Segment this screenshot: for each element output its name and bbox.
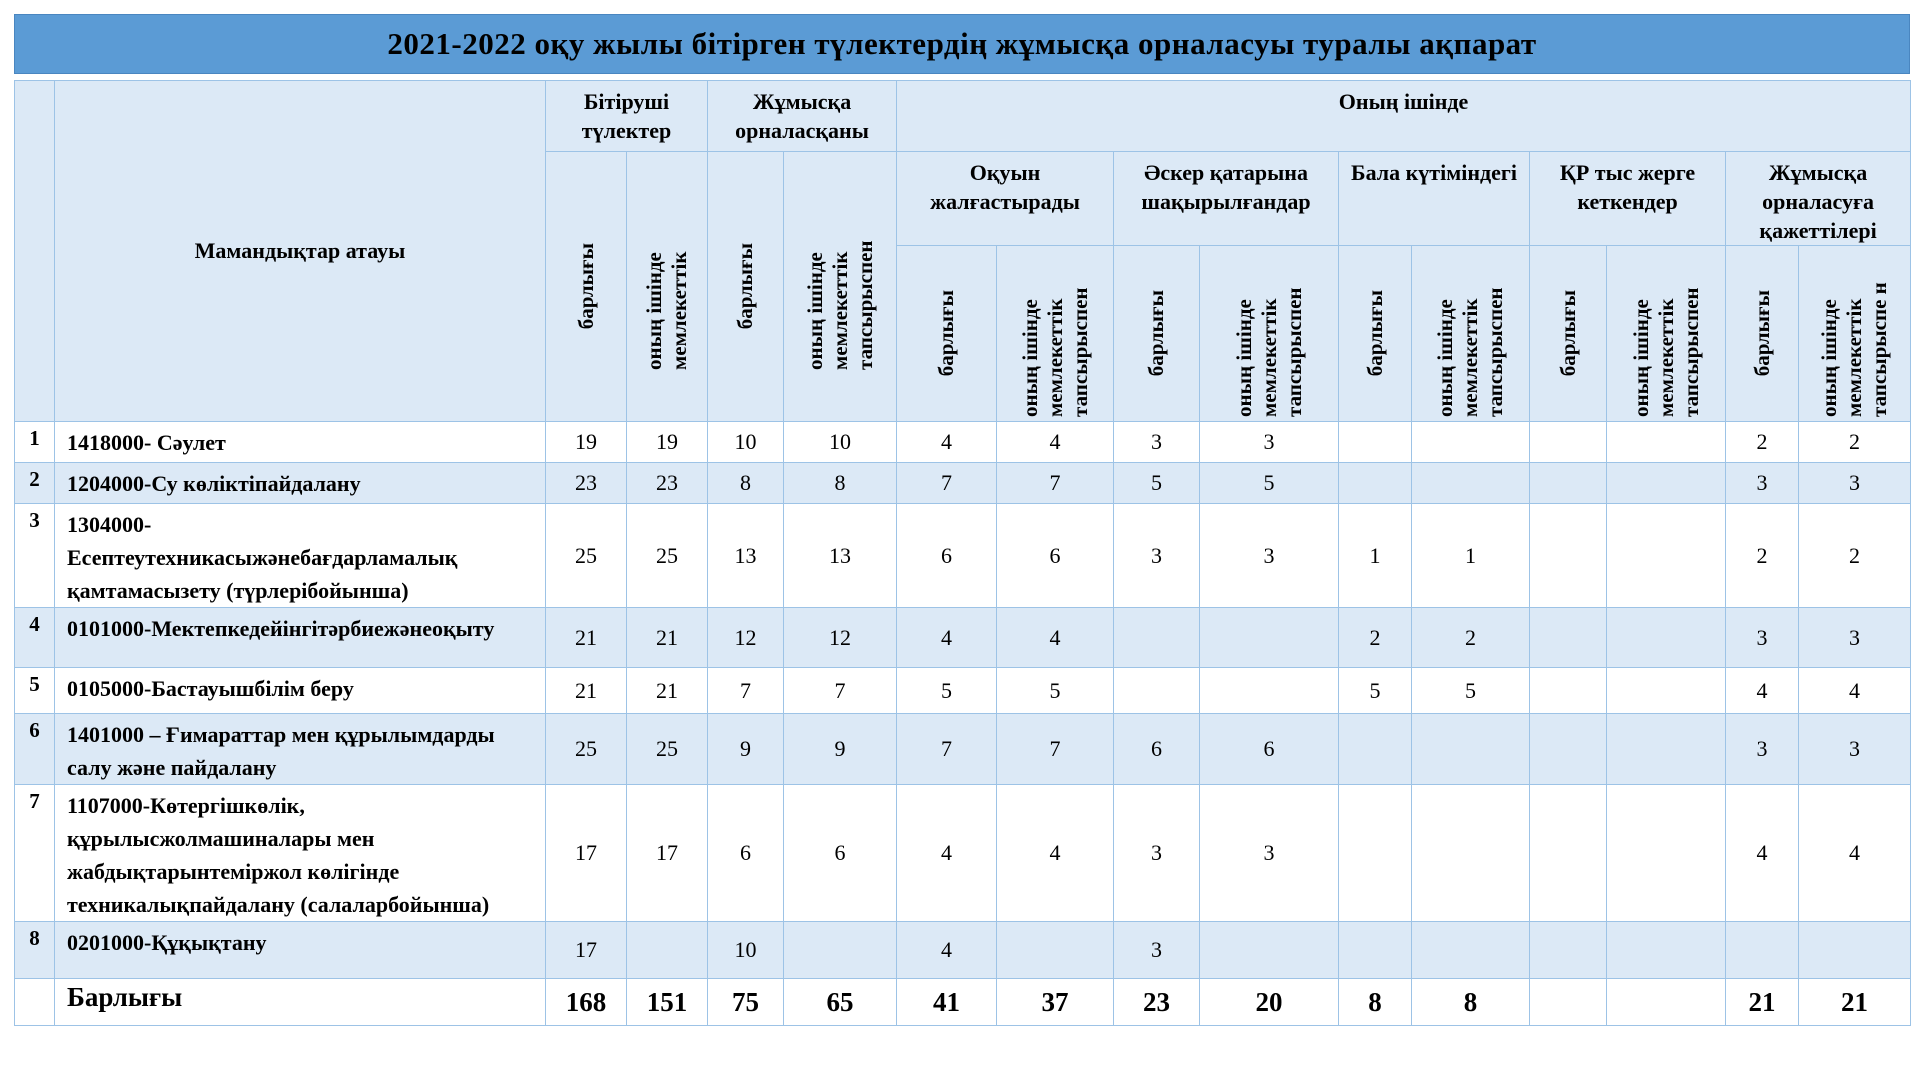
- table-cell: 6: [1114, 714, 1200, 785]
- table-cell: 17: [627, 785, 708, 922]
- table-cell: 3: [1200, 422, 1339, 463]
- table-cell: 9: [708, 714, 784, 785]
- table-cell: 7: [897, 463, 997, 504]
- table-row: [15, 422, 1911, 463]
- table-cell: [1530, 463, 1607, 504]
- table-cell: 5: [997, 668, 1114, 714]
- total-row: [15, 979, 1911, 1026]
- table-cell: [1607, 785, 1726, 922]
- table-cell: 3: [1200, 785, 1339, 922]
- table-cell: [1726, 922, 1799, 979]
- table-cell: 3: [1726, 714, 1799, 785]
- employment-table: [14, 80, 1911, 1026]
- total-cell: 21: [1799, 979, 1911, 1026]
- table-cell: 6: [897, 504, 997, 608]
- table-cell: 3: [1799, 463, 1911, 504]
- table-cell: [1530, 504, 1607, 608]
- table-cell: 3: [1200, 504, 1339, 608]
- army-state-header: оның ішінде мемлекеттік тапсырыспен: [1200, 246, 1339, 422]
- total-cell: 65: [784, 979, 897, 1026]
- table-cell: 25: [546, 504, 627, 608]
- specialty-name: 1204000-Су көліктіпайдалану: [55, 463, 546, 504]
- table-cell: [1530, 608, 1607, 668]
- total-cell: 75: [708, 979, 784, 1026]
- table-cell: 6: [784, 785, 897, 922]
- need-state-header: оның ішінде мемлекеттік тапсырыспе н: [1799, 246, 1911, 422]
- total-label: Барлығы: [55, 979, 546, 1026]
- row-number: 6: [15, 714, 55, 785]
- specialty-name: 0201000-Құқықтану: [55, 922, 546, 979]
- table-cell: [1607, 668, 1726, 714]
- total-cell: 20: [1200, 979, 1339, 1026]
- table-cell: [1412, 463, 1530, 504]
- total-cell: 37: [997, 979, 1114, 1026]
- total-cell: 8: [1339, 979, 1412, 1026]
- table-cell: 23: [627, 463, 708, 504]
- specialty-name: 1304000-Есептеутехникасыжәнебағдарламалық қамтамасызету (түрлерібойынша): [55, 504, 546, 608]
- childcare-total-header: барлығы: [1339, 246, 1412, 422]
- abroad-header: ҚР тыс жерге кеткендер: [1530, 152, 1726, 246]
- table-cell: 21: [627, 668, 708, 714]
- employed-total-header: барлығы: [708, 152, 784, 422]
- table-cell: 4: [897, 422, 997, 463]
- table-cell: [1607, 422, 1726, 463]
- row-number: 3: [15, 504, 55, 608]
- page-title: 2021-2022 оқу жылы бітірген түлектердің жұмысқа орналасуы туралы ақпарат: [14, 14, 1910, 74]
- table-cell: [1530, 922, 1607, 979]
- table-cell: 12: [708, 608, 784, 668]
- table-cell: [627, 922, 708, 979]
- table-cell: [1530, 668, 1607, 714]
- table-cell: 8: [784, 463, 897, 504]
- table-cell: [1607, 463, 1726, 504]
- table-cell: [1412, 785, 1530, 922]
- table-cell: [1412, 714, 1530, 785]
- abroad-total-header: барлығы: [1530, 246, 1607, 422]
- total-cell: 151: [627, 979, 708, 1026]
- table-row: [15, 608, 1911, 668]
- table-cell: 3: [1726, 608, 1799, 668]
- table-row: [15, 463, 1911, 504]
- table-cell: [1530, 422, 1607, 463]
- graduates-total-header: барлығы: [546, 152, 627, 422]
- table-cell: [1530, 785, 1607, 922]
- table-cell: 13: [784, 504, 897, 608]
- table-cell: 2: [1726, 504, 1799, 608]
- table-cell: 4: [1726, 785, 1799, 922]
- table-cell: 17: [546, 922, 627, 979]
- table-cell: 5: [1200, 463, 1339, 504]
- table-cell: 9: [784, 714, 897, 785]
- table-cell: 7: [997, 463, 1114, 504]
- table-cell: 1: [1339, 504, 1412, 608]
- table-cell: 7: [897, 714, 997, 785]
- graduates-header: Бітіруші түлектер: [546, 81, 708, 152]
- table-cell: 21: [627, 608, 708, 668]
- table-cell: [1339, 463, 1412, 504]
- row-number: 2: [15, 463, 55, 504]
- specialty-name: 1401000 – Ғимараттар мен құрылымдарды салу және пайдалану: [55, 714, 546, 785]
- total-row-number: [15, 979, 55, 1026]
- table-row: [15, 922, 1911, 979]
- table-row: [15, 504, 1911, 608]
- table-cell: [1200, 668, 1339, 714]
- table-cell: 10: [708, 922, 784, 979]
- table-cell: [1607, 504, 1726, 608]
- need-job-header: Жұмысқа орналасуға қажеттілері: [1726, 152, 1911, 246]
- table-row: [15, 785, 1911, 922]
- specialty-name: 1107000-Көтергішкөлік, құрылысжолмашиналары мен жабдықтарынтеміржол көлігінде техникалықпайдалану (салаларбойынша): [55, 785, 546, 922]
- table-cell: 4: [997, 785, 1114, 922]
- table-cell: 2: [1799, 504, 1911, 608]
- table-cell: 4: [997, 422, 1114, 463]
- table-cell: 7: [784, 668, 897, 714]
- table-cell: 3: [1114, 922, 1200, 979]
- table-cell: 3: [1799, 608, 1911, 668]
- army-header: Әскер қатарына шақырылғандар: [1114, 152, 1339, 246]
- table-cell: [1412, 922, 1530, 979]
- page: [14, 14, 1910, 1026]
- table-cell: 21: [546, 608, 627, 668]
- specialty-name: 0105000-Бастауышбілім беру: [55, 668, 546, 714]
- childcare-state-header: оның ішінде мемлекеттік тапсырыспен: [1412, 246, 1530, 422]
- table-cell: [1339, 922, 1412, 979]
- abroad-state-header: оның ішінде мемлекеттік тапсырыспен: [1607, 246, 1726, 422]
- table-cell: [1412, 422, 1530, 463]
- total-cell: 41: [897, 979, 997, 1026]
- table-cell: 7: [708, 668, 784, 714]
- total-cell: 23: [1114, 979, 1200, 1026]
- table-cell: [1339, 785, 1412, 922]
- study-total-header: барлығы: [897, 246, 997, 422]
- table-cell: [1114, 668, 1200, 714]
- specialty-name: 0101000-Мектепкедейінгітәрбиежәнеоқыту: [55, 608, 546, 668]
- table-cell: 1: [1412, 504, 1530, 608]
- table-cell: [1607, 922, 1726, 979]
- table-cell: 5: [1339, 668, 1412, 714]
- table-cell: 4: [1799, 785, 1911, 922]
- table-cell: 6: [1200, 714, 1339, 785]
- graduates-state-header: оның ішінде мемлекеттік: [627, 152, 708, 422]
- table-cell: 4: [997, 608, 1114, 668]
- total-cell: 8: [1412, 979, 1530, 1026]
- study-state-header: оның ішінде мемлекеттік тапсырыспен: [997, 246, 1114, 422]
- table-cell: 2: [1726, 422, 1799, 463]
- row-number: 4: [15, 608, 55, 668]
- row-number: 5: [15, 668, 55, 714]
- table-cell: 3: [1726, 463, 1799, 504]
- table-cell: 2: [1412, 608, 1530, 668]
- table-cell: 3: [1114, 785, 1200, 922]
- table-cell: 3: [1114, 504, 1200, 608]
- table-cell: 10: [708, 422, 784, 463]
- childcare-header: Бала күтіміндегі: [1339, 152, 1530, 246]
- row-number: 8: [15, 922, 55, 979]
- table-cell: 6: [708, 785, 784, 922]
- row-number: 1: [15, 422, 55, 463]
- need-total-header: барлығы: [1726, 246, 1799, 422]
- table-cell: 7: [997, 714, 1114, 785]
- table-cell: 4: [1799, 668, 1911, 714]
- table-cell: 13: [708, 504, 784, 608]
- table-cell: [1200, 922, 1339, 979]
- table-cell: 8: [708, 463, 784, 504]
- table-cell: 25: [627, 504, 708, 608]
- continue-study-header: Оқуын жалғастырады: [897, 152, 1114, 246]
- row-number: 7: [15, 785, 55, 922]
- table-cell: 2: [1339, 608, 1412, 668]
- table-cell: 4: [1726, 668, 1799, 714]
- army-total-header: барлығы: [1114, 246, 1200, 422]
- table-cell: 23: [546, 463, 627, 504]
- employed-header: Жұмысқа орналасқаны: [708, 81, 897, 152]
- table-cell: 3: [1799, 714, 1911, 785]
- table-cell: [1339, 422, 1412, 463]
- table-cell: [1114, 608, 1200, 668]
- total-cell: [1530, 979, 1607, 1026]
- table-cell: 21: [546, 668, 627, 714]
- table-cell: [1530, 714, 1607, 785]
- table-cell: 4: [897, 608, 997, 668]
- row-number-header: [15, 81, 55, 422]
- table-cell: [1339, 714, 1412, 785]
- table-cell: [784, 922, 897, 979]
- total-cell: 21: [1726, 979, 1799, 1026]
- table-body: [15, 422, 1911, 1026]
- table-cell: [1200, 608, 1339, 668]
- table-cell: 3: [1114, 422, 1200, 463]
- total-cell: 168: [546, 979, 627, 1026]
- table-cell: 5: [1412, 668, 1530, 714]
- table-cell: 10: [784, 422, 897, 463]
- table-cell: 17: [546, 785, 627, 922]
- table-cell: [1607, 714, 1726, 785]
- table-cell: 25: [546, 714, 627, 785]
- table-cell: 19: [546, 422, 627, 463]
- table-cell: 12: [784, 608, 897, 668]
- specialty-name: 1418000- Сәулет: [55, 422, 546, 463]
- table-cell: 4: [897, 785, 997, 922]
- table-cell: 2: [1799, 422, 1911, 463]
- table-cell: [997, 922, 1114, 979]
- table-cell: [1799, 922, 1911, 979]
- table-cell: 5: [897, 668, 997, 714]
- total-cell: [1607, 979, 1726, 1026]
- table-cell: [1607, 608, 1726, 668]
- table-cell: 4: [897, 922, 997, 979]
- table-row: [15, 714, 1911, 785]
- table-cell: 5: [1114, 463, 1200, 504]
- table-row: [15, 668, 1911, 714]
- employed-state-header: оның ішінде мемлекеттік тапсырыспен: [784, 152, 897, 422]
- table-cell: 6: [997, 504, 1114, 608]
- of-which-header: Оның ішінде: [897, 81, 1911, 152]
- table-cell: 19: [627, 422, 708, 463]
- specialty-header: Мамандықтар атауы: [55, 81, 546, 422]
- table-cell: 25: [627, 714, 708, 785]
